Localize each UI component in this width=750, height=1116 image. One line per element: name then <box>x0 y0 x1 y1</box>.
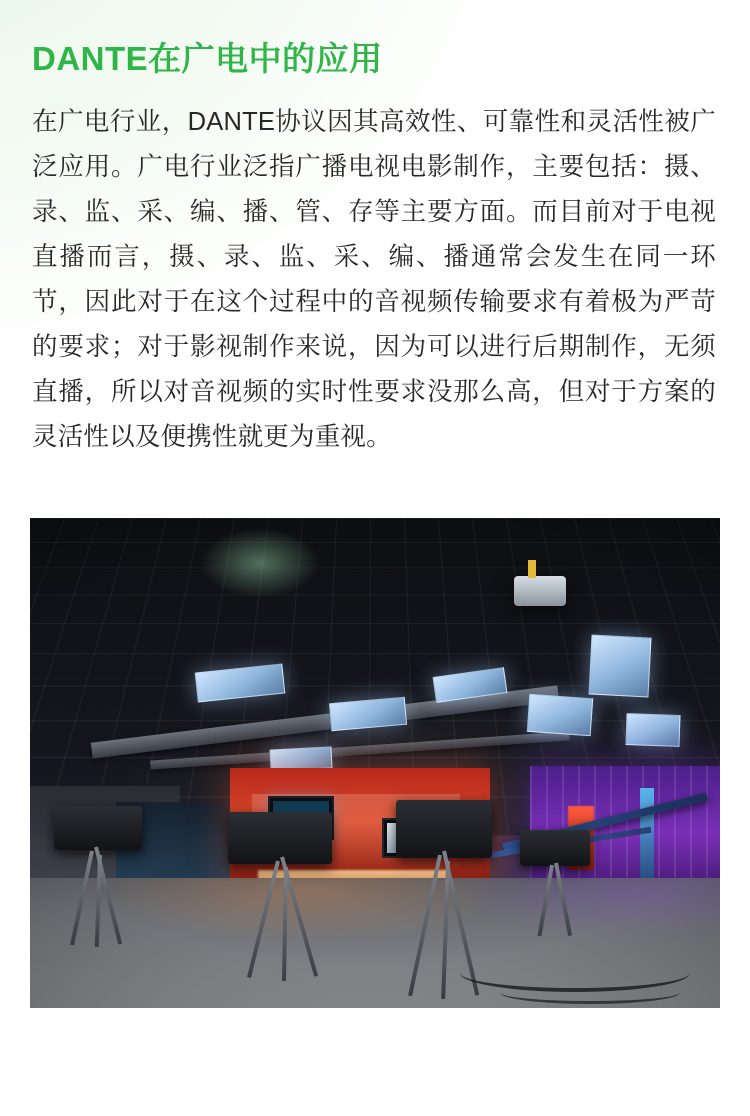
article-paragraph: 在广电行业，DANTE协议因其高效性、可靠性和灵活性被广泛应用。广电行业泛指广播电视电影制作，主要包括：摄、录、监、采、编、播、管、存等主要方面。而目前对于电视直播而言，摄、录、监、采、编、播通常会发生在同一环节，因此对于在这个过程中的音视频传输要求有着极为严苛的要求；对于影视制作来说，因为可以进行后期制作，无须直播，所以对音视频的实时性要求没那么高，但对于方案的灵活性以及便携性就更为重视。 <box>32 108 716 451</box>
camera-body <box>520 830 590 866</box>
led-wall-accent <box>640 788 654 884</box>
studio-photo <box>30 518 720 1008</box>
page-title: DANTE在广电中的应用 <box>32 40 383 77</box>
pendant-lamp-icon <box>514 576 566 606</box>
article-content <box>0 0 750 460</box>
camera-body <box>228 812 332 864</box>
softbox-light <box>625 713 680 747</box>
softbox-light <box>527 694 593 736</box>
camera-body <box>396 800 492 858</box>
studio-scene <box>30 518 720 1008</box>
ceiling-glow <box>200 528 320 598</box>
softbox-light <box>588 634 651 697</box>
camera-body <box>54 806 142 850</box>
floor-cable <box>500 981 680 1004</box>
